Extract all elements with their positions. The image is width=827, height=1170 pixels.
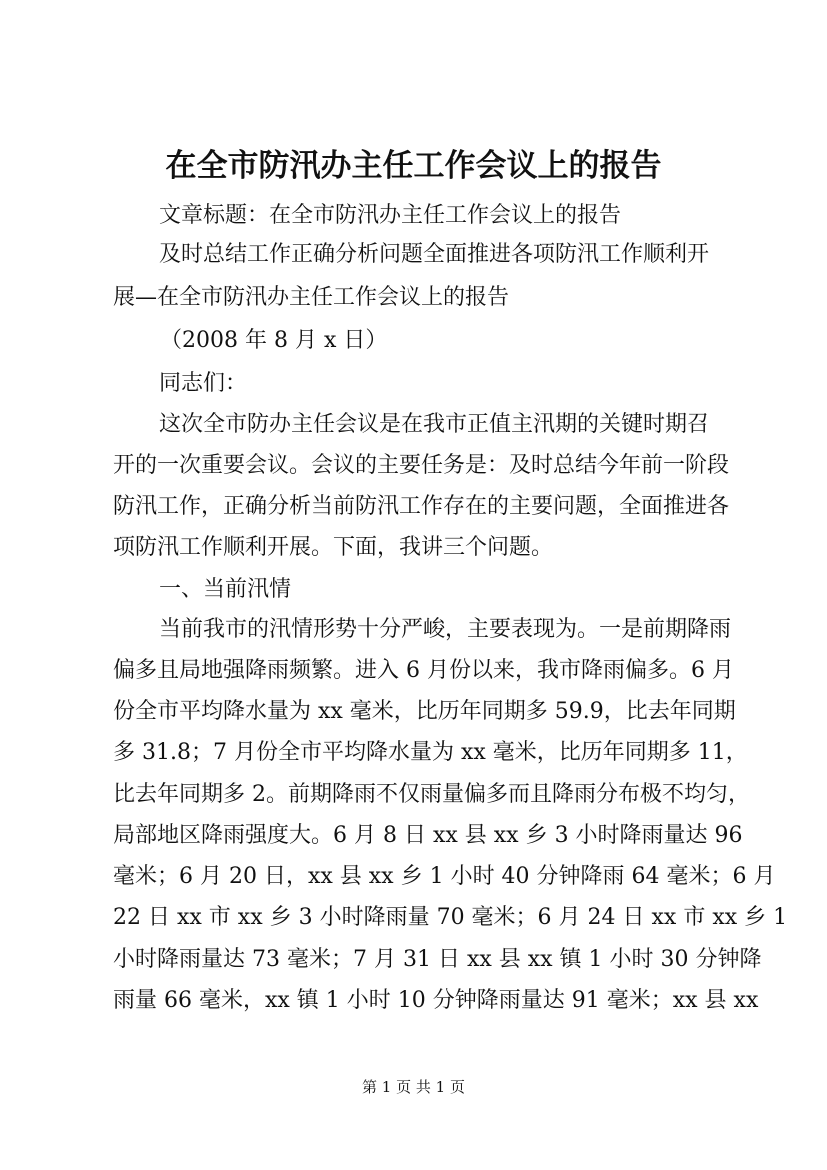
text-line: 项防汛工作顺利开展。下面，我讲三个问题。 [113, 535, 554, 560]
text-line: 雨量 66 毫米，xx 镇 1 小时 10 分钟降雨量达 91 毫米；xx 县 xx [113, 988, 759, 1013]
text-line: 文章标题：在全市防汛办主任工作会议上的报告 [159, 203, 622, 228]
text-line: 这次全市防办主任会议是在我市正值主汛期的关键时期召 [159, 412, 710, 437]
section-heading: 一、当前汛情 [159, 577, 292, 602]
text-line: 小时降雨量达 73 毫米；7 月 31 日 xx 县 xx 镇 1 小时 30 分钟降 [113, 947, 762, 972]
text-line: （2008 年 8 月 x 日） [160, 328, 388, 353]
document-title: 在全市防汛办主任工作会议上的报告 [165, 148, 662, 184]
text-line: 展—在全市防汛办主任工作会议上的报告 [113, 285, 510, 310]
page-footer: 第 1 页 共 1 页 [362, 1078, 465, 1096]
text-line: 偏多且局地强降雨频繁。进入 6 月份以来，我市降雨偏多。6 月 [113, 658, 734, 683]
text-line: 开的一次重要会议。会议的主要任务是：及时总结今年前一阶段 [113, 453, 730, 478]
text-line: 22 日 xx 市 xx 乡 3 小时降雨量 70 毫米；6 月 24 日 xx 市 xx 乡 1 [113, 905, 788, 930]
text-line: 当前我市的汛情形势十分严峻，主要表现为。一是前期降雨 [159, 617, 732, 642]
text-line: 局部地区降雨强度大。6 月 8 日 xx 县 xx 乡 3 小时降雨量达 96 [113, 823, 743, 848]
text-line: 及时总结工作正确分析问题全面推进各项防汛工作顺利开 [159, 242, 710, 267]
text-line: 毫米；6 月 20 日，xx 县 xx 乡 1 小时 40 分钟降雨 64 毫米；6 月 [113, 864, 776, 889]
text-line: 同志们： [159, 371, 248, 396]
text-line: 比去年同期多 2。前期降雨不仅雨量偏多而且降雨分布极不均匀， [113, 782, 750, 807]
text-line: 份全市平均降水量为 xx 毫米，比历年同期多 59.9，比去年同期 [113, 699, 736, 724]
text-line: 防汛工作，正确分析当前防汛工作存在的主要问题，全面推进各 [113, 494, 730, 519]
text-line: 多 31.8；7 月份全市平均降水量为 xx 毫米，比历年同期多 11， [113, 740, 748, 765]
